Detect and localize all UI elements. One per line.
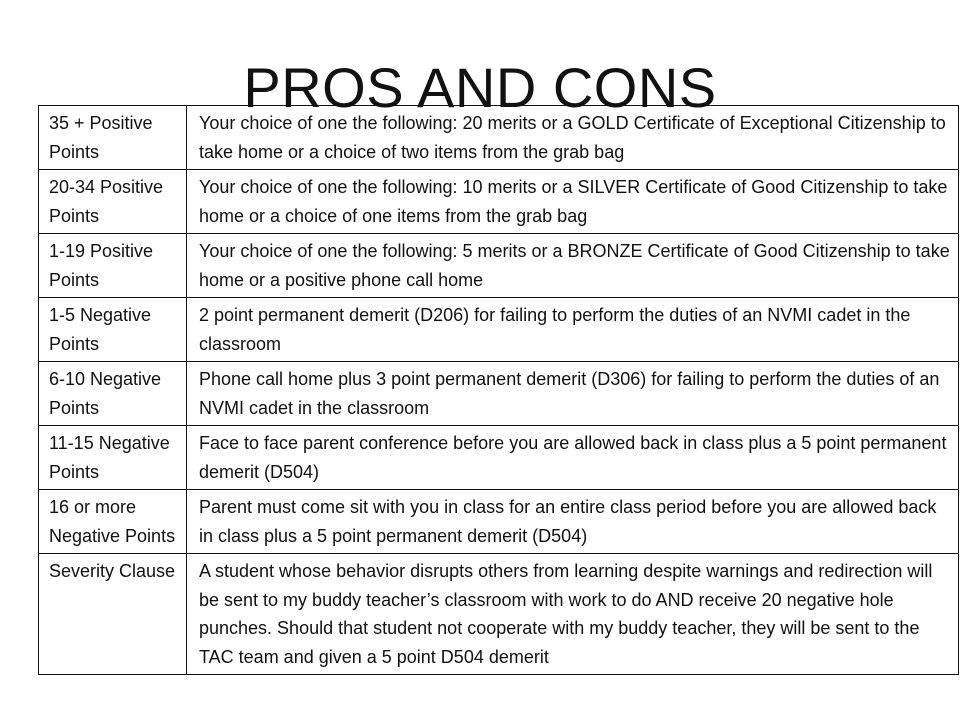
table-row	[39, 554, 959, 675]
description-cell: A student whose behavior disrupts others from learning despite warnings and redirection will be sent to my buddy teacher’s classroom with work to do AND receive 20 negative hole punches. Should that student not cooperate with my buddy teacher, they will be sent to the TAC team and given a 5 point D504 demerit	[187, 554, 959, 675]
description-cell: Your choice of one the following: 10 merits or a SILVER Certificate of Good Citizenship to take home or a choice of one items from the grab bag	[187, 170, 959, 234]
consequences-table	[38, 105, 959, 675]
points-cell: 1-5 Negative Points	[39, 298, 187, 362]
points-cell: 1-19 Positive Points	[39, 234, 187, 298]
table-row	[39, 234, 959, 298]
description-cell: Face to face parent conference before you are allowed back in class plus a 5 point permanent demerit (D504)	[187, 426, 959, 490]
points-cell: 35 + Positive Points	[39, 106, 187, 170]
description-cell: 2 point permanent demerit (D206) for failing to perform the duties of an NVMI cadet in the classroom	[187, 298, 959, 362]
description-cell: Parent must come sit with you in class for an entire class period before you are allowed back in class plus a 5 point permanent demerit (D504)	[187, 490, 959, 554]
table-row	[39, 490, 959, 554]
table-row	[39, 298, 959, 362]
description-cell: Your choice of one the following: 20 merits or a GOLD Certificate of Exceptional Citizenship to take home or a choice of two items from the grab bag	[187, 106, 959, 170]
slide-title: PROS AND CONS	[243, 56, 717, 119]
points-cell: 11-15 Negative Points	[39, 426, 187, 490]
points-cell: Severity Clause	[39, 554, 187, 675]
points-cell: 20-34 Positive Points	[39, 170, 187, 234]
description-cell: Your choice of one the following: 5 merits or a BRONZE Certificate of Good Citizenship to take home or a positive phone call home	[187, 234, 959, 298]
table-row	[39, 170, 959, 234]
table-row	[39, 426, 959, 490]
description-cell: Phone call home plus 3 point permanent demerit (D306) for failing to perform the duties of an NVMI cadet in the classroom	[187, 362, 959, 426]
points-cell: 6-10 Negative Points	[39, 362, 187, 426]
points-cell: 16 or more Negative Points	[39, 490, 187, 554]
table-row	[39, 106, 959, 170]
table-row	[39, 362, 959, 426]
